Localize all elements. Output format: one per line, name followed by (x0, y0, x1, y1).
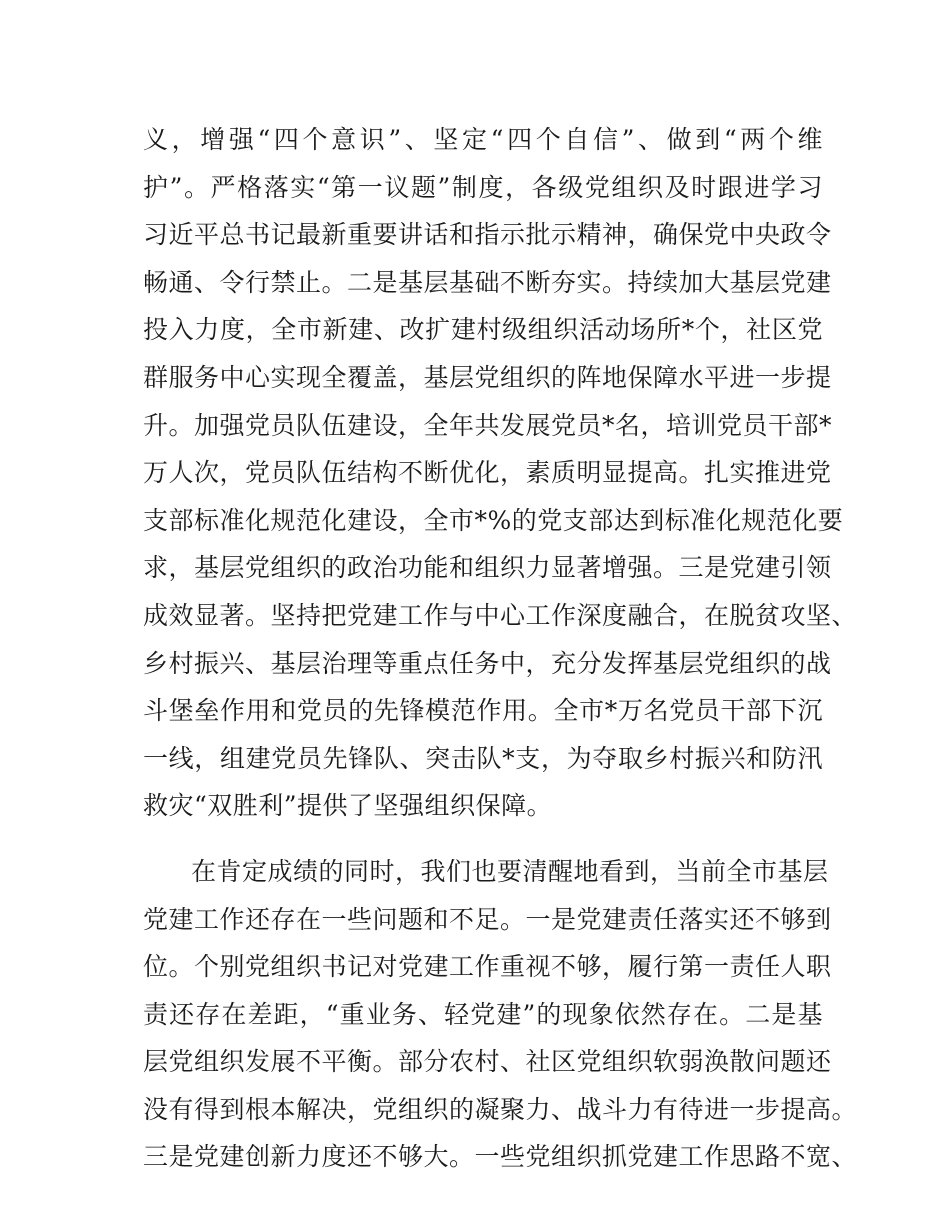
text-line: 护”。严格落实“第一议题”制度，各级党组织及时跟进学习 (143, 172, 823, 202)
text-line: 万人次，党员队伍结构不断优化，素质明显提高。扎实推进党 (143, 458, 832, 488)
text-line: 支部标准化规范化建设，全市*%的党支部达到标准化规范化要 (143, 505, 844, 535)
text-line: 在肯定成绩的同时，我们也要清醒地看到，当前全市基层 (191, 856, 829, 886)
text-line: 斗堡垒作用和党员的先锋模范作用。全市*万名党员干部下沉 (143, 696, 823, 726)
paragraph-gap (143, 830, 823, 848)
text-line: 成效显著。坚持把党建工作与中心工作深度融合，在脱贫攻坚、 (143, 600, 858, 630)
text-line: 位。个别党组织书记对党建工作重视不够，履行第一责任人职 (143, 952, 832, 982)
text-line: 群服务中心实现全覆盖，基层党组织的阵地保障水平进一步提 (143, 362, 832, 392)
text-line: 乡村振兴、基层治理等重点任务中，充分发挥基层党组织的战 (143, 648, 832, 678)
text-line: 升。加强党员队伍建设，全年共发展党员*名，培训党员干部* (143, 410, 833, 440)
text-line: 层党组织发展不平衡。部分农村、社区党组织软弱涣散问题还 (143, 1047, 832, 1077)
paragraph (143, 848, 858, 1181)
document-body (143, 116, 858, 1181)
text-line: 投入力度，全市新建、改扩建村级组织活动场所*个，社区党 (143, 315, 823, 345)
text-line: 求，基层党组织的政治功能和组织力显著增强。三是党建引领 (143, 553, 832, 583)
text-line: 没有得到根本解决，党组织的凝聚力、战斗力有待进一步提高。 (143, 1094, 858, 1124)
text-line: 习近平总书记最新重要讲话和指示批示精神，确保党中央政令 (143, 220, 832, 250)
text-line: 责还存在差距，“重业务、轻党建”的现象依然存在。二是基 (143, 999, 823, 1029)
text-line: 义，增强“四个意识”、坚定“四个自信”、做到“两个维 (143, 125, 823, 154)
text-line: 一线，组建党员先锋队、突击队*支，为夺取乡村振兴和防汛 (143, 743, 823, 773)
paragraph (143, 116, 858, 830)
text-line: 三是党建创新力度还不够大。一些党组织抓党建工作思路不宽、 (143, 1142, 858, 1172)
text-line: 救灾“双胜利”提供了坚强组织保障。 (143, 791, 553, 821)
text-line: 党建工作还存在一些问题和不足。一是党建责任落实还不够到 (143, 904, 832, 934)
text-line: 畅通、令行禁止。二是基层基础不断夯实。持续加大基层党建 (143, 267, 832, 297)
